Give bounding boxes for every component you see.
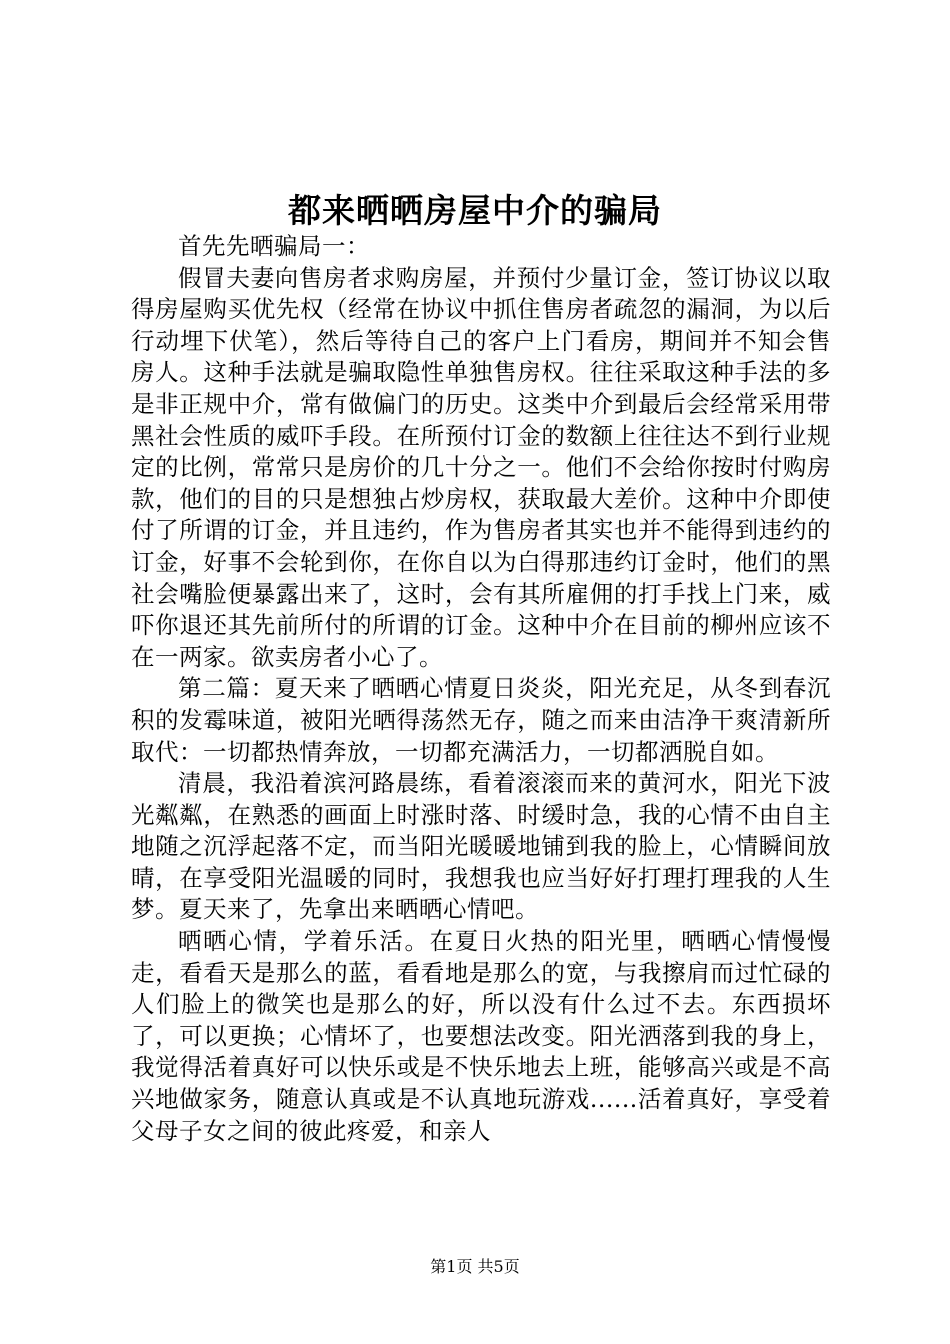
page-number-footer: 第1页 共5页 bbox=[430, 1257, 520, 1276]
paragraph-second-article: 第二篇：夏天来了晒晒心情夏日炎炎，阳光充足，从冬到春沉积的发霉味道，被阳光晒得荡然无存，随之而来由洁净干爽清新所取代：一切都热情奔放，一切都充满活力，一切都洒脱自如。 bbox=[131, 674, 831, 766]
paragraph-mood: 晒晒心情，学着乐活。在夏日火热的阳光里，晒晒心情慢慢走，看看天是那么的蓝，看看地是那么的宽，与我擦肩而过忙碌的人们脸上的微笑也是那么的好，所以没有什么过不去。东西损坏了，可以更换；心情坏了，也要想法改变。阳光洒落到我的身上，我觉得活着真好可以快乐或是不快乐地去上班，能够高兴或是不高兴地做家务，随意认真或是不认真地玩游戏......活着真好，享受着父母子女之间的彼此疼爱，和亲人 bbox=[131, 927, 831, 1145]
paragraph-morning: 清晨，我沿着滨河路晨练，看着滚滚而来的黄河水，阳光下波光粼粼，在熟悉的画面上时涨时落、时缓时急，我的心情不由自主地随之沉浮起落不定，而当阳光暖暖地铺到我的脸上，心情瞬间放晴，在享受阳光温暖的同时，我想我也应当好好打理打理我的人生梦。夏天来了，先拿出来晒晒心情吧。 bbox=[131, 769, 831, 924]
document-title: 都来晒晒房屋中介的骗局 bbox=[288, 191, 662, 230]
paragraph-scam-one: 假冒夫妻向售房者求购房屋，并预付少量订金，签订协议以取得房屋购买优先权（经常在协议中抓住售房者疏忽的漏洞，为以后行动埋下伏笔），然后等待自己的客户上门看房，期间并不知会售房人。这种手法就是骗取隐性单独售房权。往往采取这种手法的多是非正规中介，常有做偏门的历史。这类中介到最后会经常采用带黑社会性质的威吓手段。在所预付订金的数额上往往达不到行业规定的比例，常常只是房价的几十分之一。他们不会给你按时付购房款，他们的目的只是想独占炒房权，获取最大差价。这种中介即使付了所谓的订金，并且违约，作为售房者其实也并不能得到违约的订金，好事不会轮到你，在你自以为白得那违约订金时，他们的黑社会嘴脸便暴露出来了，这时，会有其所雇佣的打手找上门来，威吓你退还其先前所付的所谓的订金。这种中介在目前的柳州应该不在一两家。欲卖房者小心了。 bbox=[131, 263, 831, 671]
document-body bbox=[131, 231, 831, 1147]
paragraph-intro: 首先先晒骗局一： bbox=[178, 232, 370, 260]
